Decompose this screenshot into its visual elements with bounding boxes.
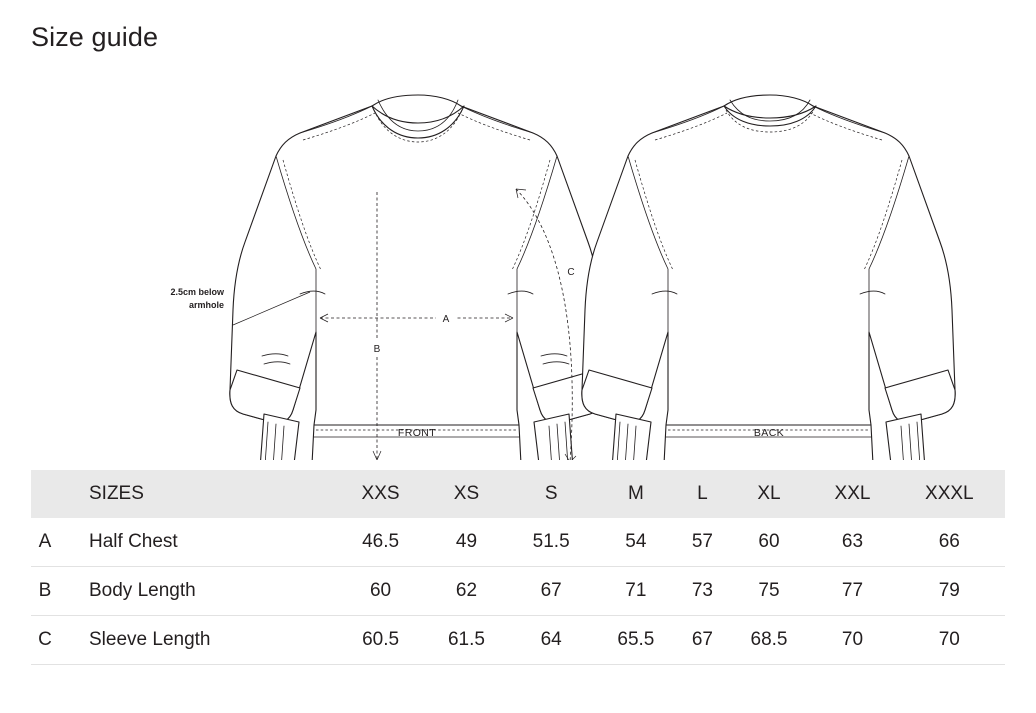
armhole-note-line2: armhole <box>189 300 224 310</box>
cell-sleeve-length-m: 65.5 <box>594 616 679 665</box>
size-table <box>31 470 1005 713</box>
table-row <box>31 567 1005 616</box>
back-caption: BACK <box>754 427 784 439</box>
garment-illustration <box>0 70 1036 460</box>
cell-body-length-xxl: 77 <box>811 567 893 616</box>
armhole-note-line1: 2.5cm below <box>170 287 225 297</box>
size-table-body <box>31 518 1005 713</box>
header-size-xxl: XXL <box>811 470 893 518</box>
row-label-sleeve-length: Sleeve Length <box>59 616 337 665</box>
cell-body-length-m: 71 <box>594 567 679 616</box>
table-header-row <box>31 470 1005 518</box>
measure-label-b: B <box>374 344 381 355</box>
cell-body-length-xs: 62 <box>424 567 509 616</box>
table-spacer-cell <box>31 665 1005 713</box>
front-caption: FRONT <box>398 427 436 439</box>
measure-label-c: C <box>567 267 574 278</box>
header-size-l: L <box>678 470 726 518</box>
cell-body-length-l: 73 <box>678 567 726 616</box>
measure-label-a: A <box>443 314 450 325</box>
cell-half-chest-xxl: 63 <box>811 518 893 567</box>
table-spacer-row <box>31 665 1005 713</box>
cell-body-length-xl: 75 <box>727 567 812 616</box>
header-size-xxxl: XXXL <box>894 470 1005 518</box>
cell-half-chest-s: 51.5 <box>509 518 594 567</box>
header-size-xxs: XXS <box>337 470 424 518</box>
page-title: Size guide <box>31 22 158 53</box>
table-row <box>31 616 1005 665</box>
cell-sleeve-length-xs: 61.5 <box>424 616 509 665</box>
row-key-b: B <box>31 567 59 616</box>
cell-body-length-xxxl: 79 <box>894 567 1005 616</box>
size-table-head <box>31 470 1005 518</box>
front-garment <box>170 95 603 460</box>
header-size-xl: XL <box>727 470 812 518</box>
row-label-body-length: Body Length <box>59 567 337 616</box>
header-size-m: M <box>594 470 679 518</box>
header-sizes-label: SIZES <box>59 470 337 518</box>
header-size-s: S <box>509 470 594 518</box>
cell-half-chest-xs: 49 <box>424 518 509 567</box>
cell-sleeve-length-l: 67 <box>678 616 726 665</box>
row-key-a: A <box>31 518 59 567</box>
cell-half-chest-xxs: 46.5 <box>337 518 424 567</box>
header-key <box>31 470 59 518</box>
cell-sleeve-length-xxs: 60.5 <box>337 616 424 665</box>
cell-half-chest-xl: 60 <box>727 518 812 567</box>
cell-body-length-xxs: 60 <box>337 567 424 616</box>
cell-sleeve-length-s: 64 <box>509 616 594 665</box>
row-label-half-chest: Half Chest <box>59 518 337 567</box>
row-key-c: C <box>31 616 59 665</box>
back-garment <box>582 95 955 460</box>
cell-half-chest-xxxl: 66 <box>894 518 1005 567</box>
cell-body-length-s: 67 <box>509 567 594 616</box>
cell-half-chest-l: 57 <box>678 518 726 567</box>
cell-sleeve-length-xxl: 70 <box>811 616 893 665</box>
cell-half-chest-m: 54 <box>594 518 679 567</box>
header-size-xs: XS <box>424 470 509 518</box>
table-row <box>31 518 1005 567</box>
cell-sleeve-length-xxxl: 70 <box>894 616 1005 665</box>
cell-sleeve-length-xl: 68.5 <box>727 616 812 665</box>
